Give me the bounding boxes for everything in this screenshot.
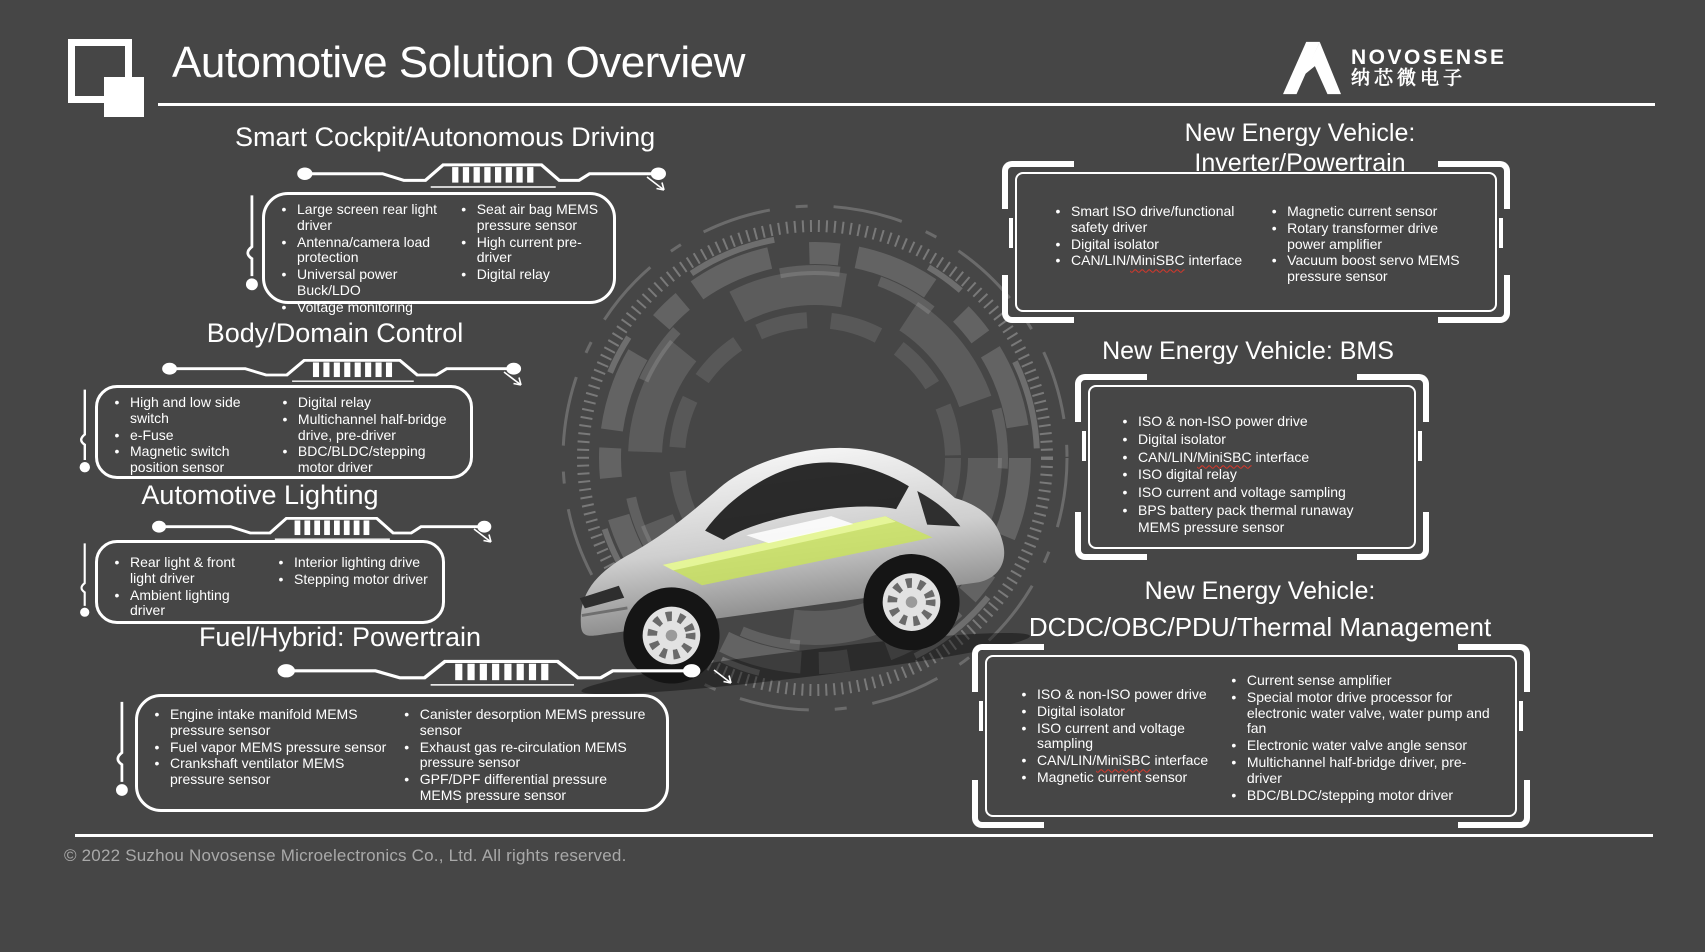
logo-chinese-name: 纳芯微电子 (1351, 68, 1467, 90)
signal-arrow-icon (645, 175, 669, 195)
bullet-text: Digital relay (297, 394, 372, 410)
bullet-icon: • (281, 266, 287, 283)
list-item (104, 555, 268, 587)
bullet-icon: • (114, 426, 120, 443)
bullet-list (1221, 673, 1497, 804)
frame-inverter (1015, 172, 1497, 312)
bullet-icon: • (1021, 752, 1027, 769)
bullet-text: Large screen rear light driver (297, 201, 438, 233)
panel-body-domain (95, 385, 473, 479)
frame-corner (1438, 275, 1510, 323)
bullet-icon: • (1231, 688, 1237, 705)
signal-arrow-icon (502, 370, 526, 390)
list-item (1045, 204, 1261, 236)
bullet-text: Antenna/camera load protection (297, 233, 431, 266)
list-item (268, 555, 432, 571)
section-title-dcdc (1010, 576, 1510, 643)
list-item (1112, 484, 1400, 501)
footer-rule (75, 834, 1653, 837)
bullet-text: Digital relay (476, 266, 550, 283)
bullet-text: CAN/LIN/MiniSBC interface (1138, 448, 1310, 465)
bullet-icon: • (114, 586, 120, 603)
list-item (271, 202, 451, 234)
list-item (1221, 788, 1497, 804)
bullet-icon: • (1271, 203, 1277, 219)
bullet-icon: • (461, 233, 467, 250)
bullet-text: Ambient lighting driver (130, 586, 230, 619)
bullet-icon: • (154, 706, 160, 722)
circuit-chip-trace-icon (295, 156, 670, 190)
list-item (272, 395, 460, 411)
panel-fuel-hybrid (135, 694, 669, 812)
bullet-text: Digital isolator (1138, 430, 1226, 447)
bullet-text: Interior lighting drive (294, 554, 421, 570)
list-item (451, 235, 603, 267)
circuit-chip-trace-icon (160, 352, 525, 384)
section-title-line2: Inverter/Powertrain (1194, 149, 1406, 177)
bullet-text: High current pre-driver (476, 233, 582, 266)
bullet-text: Smart ISO drive/functional safety driver (1071, 203, 1235, 235)
bullet-list (271, 202, 451, 316)
list-item (1011, 721, 1221, 753)
bullet-icon: • (1122, 430, 1128, 447)
bullet-text: ISO digital relay (1138, 466, 1237, 483)
list-item (1045, 253, 1261, 269)
bullet-icon: • (114, 554, 120, 570)
bullet-icon: • (278, 554, 284, 570)
bullet-text: e-Fuse (130, 426, 174, 443)
list-item (268, 572, 432, 588)
list-item (1221, 738, 1497, 754)
bullet-text: Seat air bag MEMS pressure sensor (476, 201, 599, 233)
bullet-text: BDC/BLDC/stepping motor driver (1246, 786, 1454, 803)
list-item (271, 235, 451, 267)
bullet-icon: • (1021, 702, 1027, 719)
bullet-icon: • (1122, 413, 1128, 429)
frame-corner (972, 780, 1044, 828)
circuit-chip-trace-icon (150, 510, 495, 542)
bullet-list (104, 395, 272, 476)
bullet-text: Digital isolator (1037, 702, 1125, 719)
bullet-icon: • (282, 443, 288, 460)
bullet-icon: • (404, 738, 410, 755)
page-title: Automotive Solution Overview (172, 38, 745, 87)
section-title-body-domain: Body/Domain Control (206, 318, 464, 348)
copyright-text: © 2022 Suzhou Novosense Microelectronics Co., Ltd. All rights reserved. (64, 846, 627, 865)
bullet-icon: • (1122, 466, 1128, 483)
panel-lighting (95, 540, 445, 624)
list-item (1221, 690, 1497, 737)
bullet-text: CAN/LIN/MiniSBC interface (1037, 752, 1209, 769)
spellcheck-underline: MiniSBC (1197, 448, 1252, 465)
bullet-text: Magnetic current sensor (1287, 203, 1438, 219)
frame-dcdc (985, 655, 1517, 817)
frame-corner (1357, 512, 1429, 560)
bullet-text: Rear light & front light driver (130, 554, 236, 586)
bullet-text: Fuel vapor MEMS pressure sensor (170, 738, 387, 755)
bullet-icon: • (1271, 219, 1277, 236)
frame-bar (1009, 218, 1013, 248)
bullet-icon: • (1055, 252, 1061, 269)
bullet-icon: • (1021, 686, 1027, 702)
list-item (1011, 704, 1221, 720)
bullet-icon: • (1231, 672, 1237, 688)
bullet-icon: • (282, 410, 288, 427)
bullet-text: Canister desorption MEMS pressure sensor (419, 706, 646, 738)
bullet-text: Engine intake manifold MEMS pressure sensor (170, 706, 358, 738)
frame-corner (1357, 374, 1429, 422)
bullet-text: Digital isolator (1071, 235, 1159, 252)
frame-bar (1519, 701, 1523, 731)
bullet-text: Electronic water valve angle sensor (1246, 737, 1468, 754)
frame-bar (1418, 431, 1422, 461)
frame-corner (1002, 161, 1074, 209)
circuit-leg-icon (240, 192, 262, 296)
list-item (104, 588, 268, 620)
bullet-icon: • (1122, 484, 1128, 501)
bullet-icon: • (1055, 235, 1061, 252)
signal-arrow-icon (472, 527, 496, 547)
bullet-list (272, 395, 460, 476)
bullet-icon: • (1122, 448, 1128, 465)
list-item (1011, 753, 1221, 769)
list-item (1261, 221, 1471, 253)
section-title-line2: DCDC/OBC/PDU/Thermal Management (1028, 612, 1492, 642)
list-item (144, 740, 394, 756)
bullet-list (451, 202, 603, 283)
bullet-icon: • (461, 201, 467, 217)
bullet-text: Magnetic switch position sensor (130, 443, 230, 476)
header-rule (158, 103, 1655, 106)
bullet-list (1261, 204, 1471, 285)
bullet-list (1045, 204, 1261, 269)
bullet-icon: • (1231, 786, 1237, 803)
bullet-text: Exhaust gas re-circulation MEMS pressure sensor (419, 738, 627, 771)
list-item (1221, 673, 1497, 689)
bullet-text: ISO current and voltage sampling (1138, 484, 1346, 501)
list-item (1112, 449, 1400, 466)
bullet-icon: • (1055, 203, 1061, 219)
bullet-text: ISO & non-ISO power drive (1037, 686, 1207, 702)
bullet-icon: • (1021, 719, 1027, 736)
overlapping-squares-icon-fill (104, 77, 144, 117)
bullet-text: High and low side switch (130, 394, 241, 426)
bullet-text: Multichannel half-bridge drive, pre-driver (297, 410, 447, 443)
frame-corner (1458, 780, 1530, 828)
bullet-icon: • (1271, 252, 1277, 269)
list-item (144, 707, 394, 739)
frame-bar (1082, 431, 1086, 461)
bullet-icon: • (404, 771, 410, 788)
bullet-icon: • (282, 394, 288, 410)
bullet-icon: • (1231, 754, 1237, 771)
novosense-n-icon (1283, 41, 1341, 95)
bullet-text: Rotary transformer drive power amplifier (1287, 219, 1439, 252)
bullet-text: CAN/LIN/MiniSBC interface (1071, 252, 1243, 269)
frame-corner (1075, 374, 1147, 422)
bullet-text: Universal power Buck/LDO (297, 266, 398, 299)
list-item (1112, 431, 1400, 448)
list-item (451, 202, 603, 234)
list-item (271, 267, 451, 299)
bullet-text: Crankshaft ventilator MEMS pressure sensor (170, 755, 345, 788)
bullet-text: BDC/BLDC/stepping motor driver (297, 443, 426, 476)
bullet-icon: • (154, 738, 160, 755)
frame-corner (1458, 644, 1530, 692)
frame-bar (1499, 218, 1503, 248)
bullet-text: Current sense amplifier (1246, 672, 1392, 688)
list-item (1045, 237, 1261, 253)
bullet-icon: • (114, 443, 120, 460)
spellcheck-underline: MiniSBC (1130, 252, 1185, 269)
bullet-text: Voltage monitoring (297, 298, 413, 315)
list-item (271, 300, 451, 316)
bullet-text: GPF/DPF differential pressure MEMS pressure sensor (419, 771, 608, 804)
bullet-text: Special motor drive processor for electronic water valve, water pump and fan (1246, 688, 1490, 737)
section-title-lighting: Automotive Lighting (141, 480, 379, 510)
frame-corner (1002, 275, 1074, 323)
bullet-icon: • (278, 570, 284, 587)
list-item (104, 444, 272, 476)
bullet-icon: • (281, 201, 287, 217)
bullet-icon: • (404, 706, 410, 722)
circuit-leg-icon (110, 700, 132, 800)
bullet-icon: • (114, 394, 120, 410)
bullet-icon: • (1021, 769, 1027, 786)
list-item (104, 395, 272, 427)
circuit-chip-trace-icon (275, 652, 705, 688)
list-item (394, 740, 656, 772)
section-title-bms: New Energy Vehicle: BMS (1102, 337, 1394, 365)
list-item (272, 412, 460, 444)
section-title-line1: New Energy Vehicle: (1144, 577, 1376, 605)
list-item (272, 444, 460, 476)
bullet-list (268, 555, 432, 588)
frame-corner (1438, 161, 1510, 209)
logo-wordmark: NOVOSENSE (1351, 46, 1507, 69)
bullet-text: ISO & non-ISO power drive (1138, 413, 1308, 429)
list-item (104, 428, 272, 444)
frame-corner (1075, 512, 1147, 560)
bullet-list (394, 707, 656, 804)
bullet-icon: • (1122, 501, 1128, 518)
bullet-icon: • (1231, 737, 1237, 754)
list-item (451, 267, 603, 283)
bullet-icon: • (281, 298, 287, 315)
circuit-leg-icon (73, 388, 95, 476)
list-item (394, 772, 656, 804)
section-title-fuel-hybrid: Fuel/Hybrid: Powertrain (198, 622, 482, 652)
frame-bar (979, 701, 983, 731)
list-item (394, 707, 656, 739)
panel-smart-cockpit (262, 192, 616, 315)
spellcheck-underline: MiniSBC (1096, 752, 1151, 769)
list-item (144, 756, 394, 788)
bullet-icon: • (281, 233, 287, 250)
frame-corner (972, 644, 1044, 692)
section-title-line1: New Energy Vehicle: (1184, 119, 1416, 147)
bullet-text: BPS battery pack thermal runaway MEMS pressure sensor (1138, 501, 1354, 535)
novosense-logo (1283, 40, 1523, 96)
bullet-list (1011, 687, 1221, 786)
bullet-list (104, 555, 268, 619)
list-item (1221, 755, 1497, 787)
bullet-text: Vacuum boost servo MEMS pressure sensor (1287, 252, 1460, 285)
list-item (1112, 466, 1400, 483)
bullet-list (144, 707, 394, 788)
bullet-text: Multichannel half-bridge driver, pre-driver (1246, 754, 1467, 786)
bullet-text: Magnetic current sensor (1037, 769, 1188, 786)
bullet-text: ISO current and voltage sampling (1037, 719, 1185, 752)
bullet-icon: • (154, 755, 160, 772)
bullet-icon: • (461, 266, 467, 283)
circuit-leg-icon (73, 542, 95, 620)
signal-arrow-icon (712, 668, 736, 688)
section-title-smart-cockpit: Smart Cockpit/Autonomous Driving (235, 122, 656, 152)
frame-bms (1088, 385, 1416, 549)
bullet-text: Stepping motor driver (294, 570, 428, 587)
